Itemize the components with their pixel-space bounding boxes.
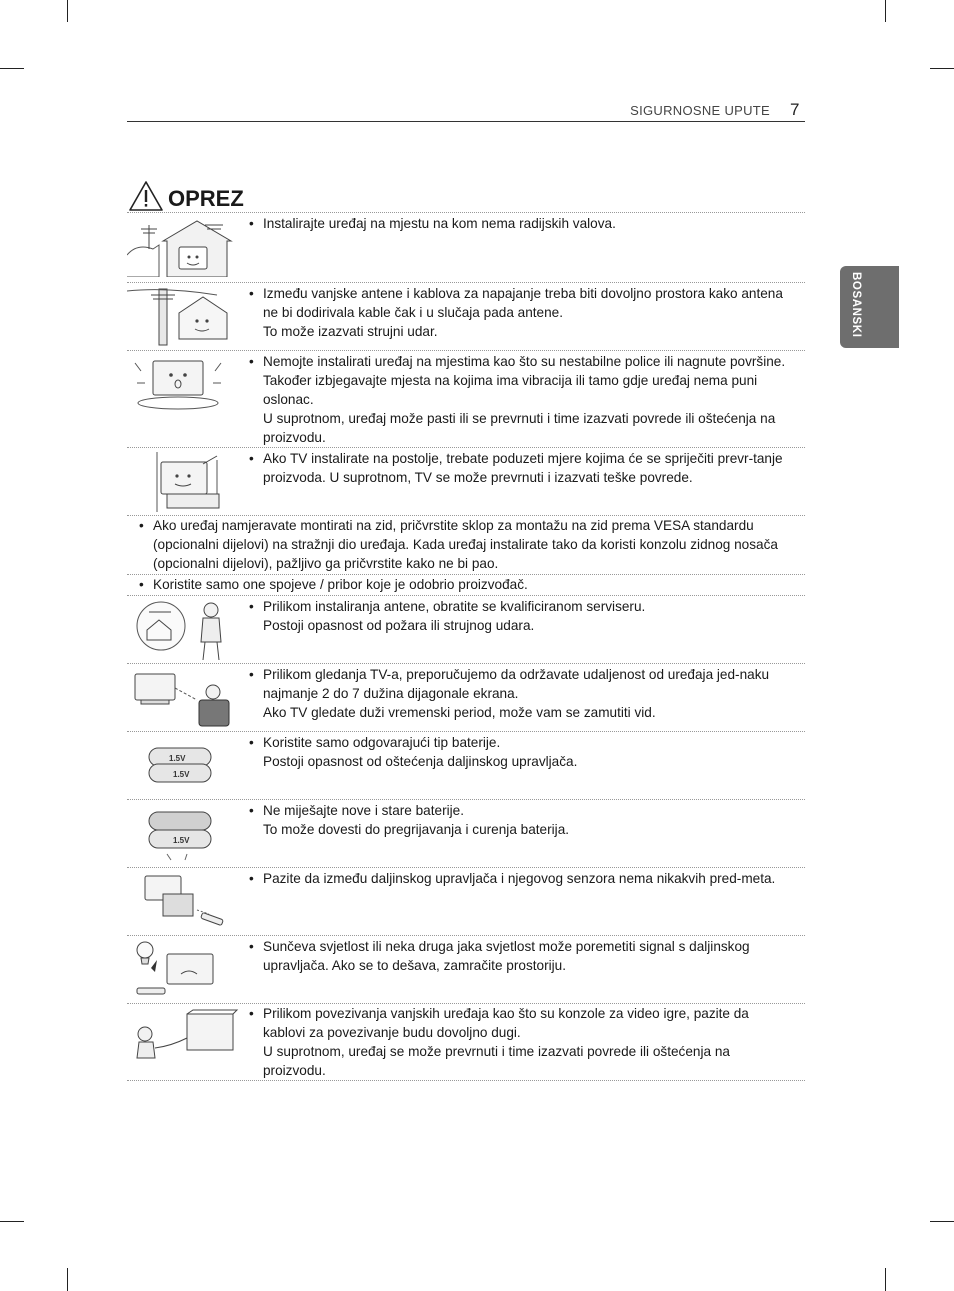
item-line: Ne miješajte nove i stare baterije. [263, 803, 464, 818]
remote-sensor-illustration [127, 870, 239, 932]
bullet: • [139, 518, 144, 533]
item-line: Prilikom instaliranja antene, obratite se kvalificiranom serviseru. [263, 599, 646, 614]
bullet: • [249, 451, 254, 466]
item-line: Pazite da između daljinskog upravljača i njegovog senzora nema nikakvih pred-meta. [263, 871, 776, 886]
battery-label: 1.5V [173, 836, 190, 845]
item-line: Sunčeva svjetlost ili neka druga jaka svjetlost može poremetiti signal s daljinskog upravljača. Ako se to dešava, zamračite prostoriju. [263, 939, 750, 973]
page-title: OPREZ [168, 186, 244, 211]
bullet: • [249, 354, 254, 369]
bullet: • [249, 216, 254, 231]
crop-mark [885, 1268, 886, 1291]
item-line: Između vanjske antene i kablova za napajanje treba biti dovoljno prostora kako antena ne bi dodirivala kable čak i u slučaja pada antene. [263, 286, 783, 320]
item-line: Nemojte instalirati uređaj na mjestima kao što su nestabilne police ili nagnute površine. Također izbjegavajte mjesta na kojima ima vibracija ili tamo gdje uređaj nema puni oslonac. [263, 354, 786, 407]
item-line: Koristite samo odgovarajući tip baterije. [263, 735, 501, 750]
crop-mark [885, 0, 886, 22]
bullet: • [249, 286, 254, 301]
item-line: To može dovesti do pregrijavanja i curenja baterija. [263, 822, 570, 837]
tv-stand-strap-illustration [127, 450, 239, 512]
language-tab [840, 266, 899, 348]
bullet: • [249, 735, 254, 750]
caution-item [127, 731, 805, 799]
item-text [249, 214, 789, 233]
item-line: Koristite samo one spojeve / pribor koje je odobrio proizvođač. [153, 577, 528, 592]
item-text [249, 937, 789, 975]
unstable-tv-illustration [127, 353, 239, 415]
item-line: Ako uređaj namjeravate montirati na zid, pričvrstite sklop za montažu na zid prema VESA standardu (opcionalni dijelovi) na stražnji dio uređaja. Kada uređaj instalirate tako da koristi konzolu zidnog nosača (opcionalni dijelovi), pažljivo ga pričvrstite kako ne bi pao. [153, 518, 778, 571]
item-line: Ako TV gledate duži vremenski period, može vam se zamutiti vid. [263, 705, 656, 720]
caution-item [127, 867, 805, 935]
item-text [249, 597, 789, 635]
battery-label: 1.5V [169, 754, 186, 763]
crop-mark [0, 68, 24, 69]
item-line: U suprotnom, uređaj se može prevrnuti i time izazvati povrede ili oštećenja na proizvodu. [263, 1044, 730, 1078]
caution-item [127, 663, 805, 731]
battery-label: 1.5V [173, 770, 190, 779]
caution-item [127, 282, 805, 350]
item-text [249, 665, 789, 722]
header-rule [127, 121, 805, 122]
caution-item [127, 574, 805, 595]
caution-item [127, 447, 805, 515]
crop-mark [67, 1268, 68, 1291]
item-line: Instalirajte uređaj na mjestu na kom nema radijskih valova. [263, 216, 616, 231]
item-text [249, 449, 789, 487]
item-text [139, 516, 789, 573]
warning-triangle-icon [128, 180, 164, 212]
technician-antenna-illustration [127, 598, 239, 660]
house-antenna-illustration [127, 215, 239, 277]
item-line: Postoji opasnost od oštećenja daljinskog upravljača. [263, 754, 578, 769]
crop-mark [67, 0, 68, 22]
language-tab-label: BOSANSKI [850, 272, 862, 338]
item-line: Prilikom povezivanja vanjskih uređaja kao što su konzole za video igre, pazite da kablovi za povezivanje budu dovoljno dugi. [263, 1006, 749, 1040]
caution-item [127, 1003, 805, 1081]
bullet: • [249, 803, 254, 818]
bullet: • [249, 1006, 254, 1021]
bullet: • [249, 871, 254, 886]
viewing-distance-illustration [127, 666, 239, 728]
item-line: To može izazvati strujni udar. [263, 324, 438, 339]
item-text [139, 575, 789, 594]
item-text [249, 1004, 789, 1080]
bullet: • [139, 577, 144, 592]
caution-item [127, 595, 805, 663]
item-line: U suprotnom, uređaj može pasti ili se prevrnuti i time izazvati povrede ili oštećenja na proizvodu. [263, 411, 776, 445]
caution-item [127, 799, 805, 867]
caution-item [127, 350, 805, 447]
caution-item [127, 935, 805, 1003]
battery-type-illustration [127, 734, 239, 796]
antenna-power-line-illustration [127, 285, 239, 347]
caution-item [127, 212, 805, 282]
bullet: • [249, 667, 254, 682]
item-line: Postoji opasnost od požara ili strujnog udara. [263, 618, 535, 633]
item-text [249, 284, 789, 341]
crop-mark [0, 1221, 24, 1222]
bullet: • [249, 599, 254, 614]
item-line: Ako TV instalirate na postolje, trebate poduzeti mjere kojima će se spriječiti prevr-tanje proizvoda. U suprotnom, TV se može prevrnuti i izazvati teške povrede. [263, 451, 783, 485]
crop-mark [930, 1221, 954, 1222]
mixed-battery-illustration [127, 802, 239, 864]
item-text [249, 869, 789, 888]
item-line: Prilikom gledanja TV-a, preporučujemo da održavate udaljenost od uređaja jed-naku najmanje 2 do 7 dužina dijagonale ekrana. [263, 667, 770, 701]
item-text [249, 801, 789, 839]
caution-item [127, 515, 805, 574]
section-title: SIGURNOSNE UPUTE [630, 103, 770, 118]
bullet: • [249, 939, 254, 954]
title-block [128, 174, 244, 212]
page-number: 7 [790, 100, 800, 119]
game-console-cable-illustration [127, 1008, 239, 1070]
item-text [249, 733, 789, 771]
item-text [249, 352, 789, 447]
crop-mark [930, 68, 954, 69]
bright-light-illustration [127, 938, 239, 1000]
